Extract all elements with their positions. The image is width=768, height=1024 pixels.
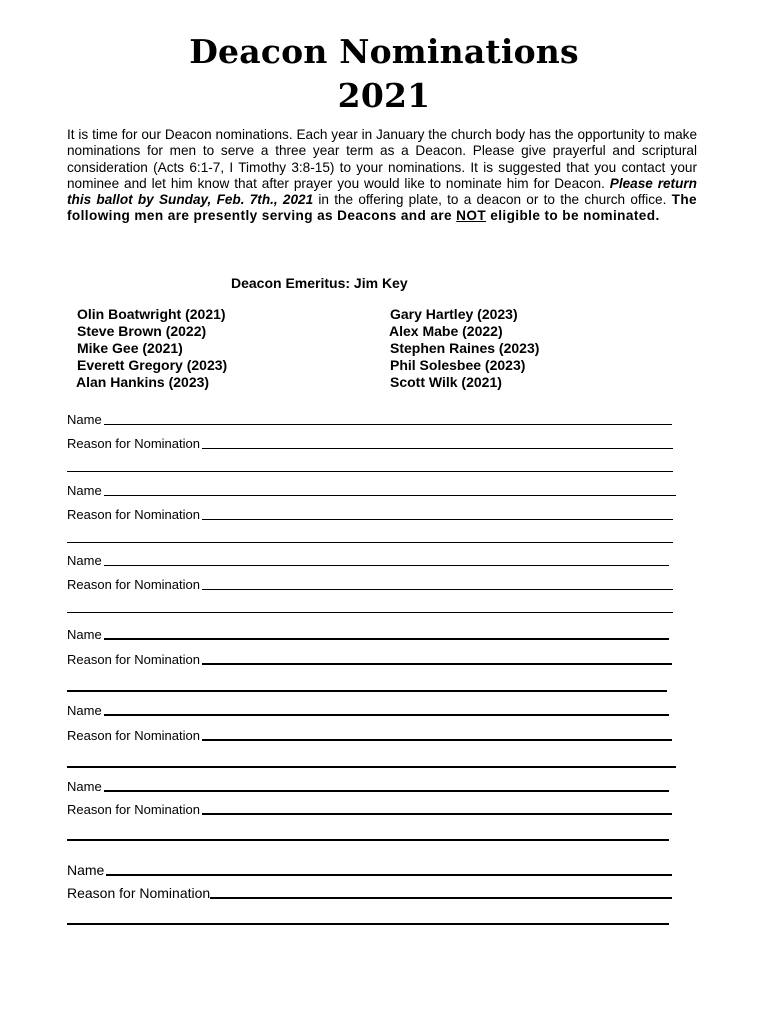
return-deadline: Please return this ballot by Sunday, Feb. 7th., 2021 bbox=[67, 175, 697, 208]
name-field[interactable] bbox=[67, 861, 672, 881]
deacon-emeritus: Deacon Emeritus: Jim Key bbox=[231, 275, 408, 291]
reason-line bbox=[202, 739, 672, 741]
name-line bbox=[104, 495, 676, 496]
name-label: Name bbox=[67, 483, 102, 498]
reason-continuation-field[interactable] bbox=[67, 677, 667, 697]
reason-continuation-line bbox=[67, 471, 673, 472]
deacon-entry: Alex Mabe (2022) bbox=[389, 323, 503, 339]
name-field[interactable] bbox=[67, 481, 676, 501]
name-field[interactable] bbox=[67, 625, 669, 645]
deacons-right-column bbox=[390, 306, 539, 391]
reason-continuation-line bbox=[67, 923, 669, 925]
reason-label: Reason for Nomination bbox=[67, 507, 200, 522]
reason-line bbox=[210, 897, 672, 899]
title-line-1: Deacon Nominations bbox=[189, 32, 579, 71]
reason-field[interactable] bbox=[67, 505, 673, 525]
name-field[interactable] bbox=[67, 701, 669, 721]
title-line-2: 2021 bbox=[337, 76, 431, 115]
reason-continuation-field[interactable] bbox=[67, 826, 669, 846]
deacon-entry: Everett Gregory (2023) bbox=[77, 357, 228, 373]
reason-line bbox=[202, 448, 673, 449]
name-label: Name bbox=[67, 627, 102, 642]
deacon-entry: Scott Wilk (2021) bbox=[390, 374, 502, 390]
deacon-entry: Steve Brown (2022) bbox=[77, 323, 207, 339]
name-label: Name bbox=[67, 553, 102, 568]
reason-field[interactable] bbox=[67, 575, 673, 595]
reason-continuation-line bbox=[67, 542, 673, 543]
intro-text-1: It is time for our Deacon nominations. Each year in January the church body has the opportunity to make nominations for men to serve a three year term as a Deacon. Please give prayerful and scriptural consideration (Acts 6:1-7, I Timothy 3:8-15) to your nominations. It is suggested that you contact your nominee and let him know that after prayer you would like to nominate him for Deacon. bbox=[67, 127, 697, 191]
reason-field[interactable] bbox=[67, 650, 672, 670]
reason-continuation-line bbox=[67, 766, 676, 768]
name-line bbox=[104, 565, 669, 566]
reason-label: Reason for Nomination bbox=[67, 728, 200, 743]
reason-label: Reason for Nomination bbox=[67, 885, 211, 901]
reason-label: Reason for Nomination bbox=[67, 802, 200, 817]
ineligible-not: NOT bbox=[456, 208, 487, 224]
reason-continuation-field[interactable] bbox=[67, 457, 673, 477]
deacon-entry: Gary Hartley (2023) bbox=[390, 306, 518, 322]
reason-line bbox=[202, 589, 673, 590]
ineligible-note-2: eligible to be nominated. bbox=[486, 208, 660, 224]
reason-continuation-field[interactable] bbox=[67, 528, 673, 548]
reason-field[interactable] bbox=[67, 434, 673, 454]
name-line bbox=[104, 714, 669, 716]
deacons-left-column bbox=[77, 306, 227, 391]
name-field[interactable] bbox=[67, 551, 669, 571]
reason-field[interactable] bbox=[67, 884, 672, 904]
name-line bbox=[106, 874, 672, 876]
reason-continuation-field[interactable] bbox=[67, 910, 669, 930]
reason-line bbox=[202, 813, 672, 815]
reason-label: Reason for Nomination bbox=[67, 577, 200, 592]
intro-paragraph bbox=[67, 127, 697, 225]
reason-field[interactable] bbox=[67, 726, 672, 746]
name-field[interactable] bbox=[67, 777, 669, 797]
reason-label: Reason for Nomination bbox=[67, 652, 200, 667]
reason-label: Reason for Nomination bbox=[67, 436, 200, 451]
reason-continuation-field[interactable] bbox=[67, 753, 676, 773]
ineligible-note-1: The following men are presently serving as Deacons and are bbox=[67, 192, 697, 224]
reason-continuation-line bbox=[67, 612, 673, 613]
deacon-entry: Alan Hankins (2023) bbox=[76, 374, 210, 390]
name-line bbox=[104, 424, 672, 425]
deacon-entry: Mike Gee (2021) bbox=[77, 340, 183, 356]
reason-continuation-line bbox=[67, 839, 669, 841]
name-label: Name bbox=[67, 779, 102, 794]
reason-continuation-line bbox=[67, 690, 667, 692]
name-line bbox=[104, 790, 669, 792]
name-line bbox=[104, 638, 669, 640]
deacon-entry: Stephen Raines (2023) bbox=[390, 340, 540, 356]
deacon-entry: Olin Boatwright (2021) bbox=[77, 306, 226, 322]
reason-line bbox=[202, 519, 673, 520]
reason-field[interactable] bbox=[67, 800, 672, 820]
name-field[interactable] bbox=[67, 410, 672, 430]
deacon-entry: Phil Solesbee (2023) bbox=[390, 357, 526, 373]
name-label: Name bbox=[67, 862, 105, 878]
reason-continuation-field[interactable] bbox=[67, 598, 673, 618]
intro-text-2: in the offering plate, to a deacon or to the church office. bbox=[313, 192, 672, 208]
reason-line bbox=[202, 663, 672, 665]
name-label: Name bbox=[67, 703, 102, 718]
name-label: Name bbox=[67, 412, 102, 427]
